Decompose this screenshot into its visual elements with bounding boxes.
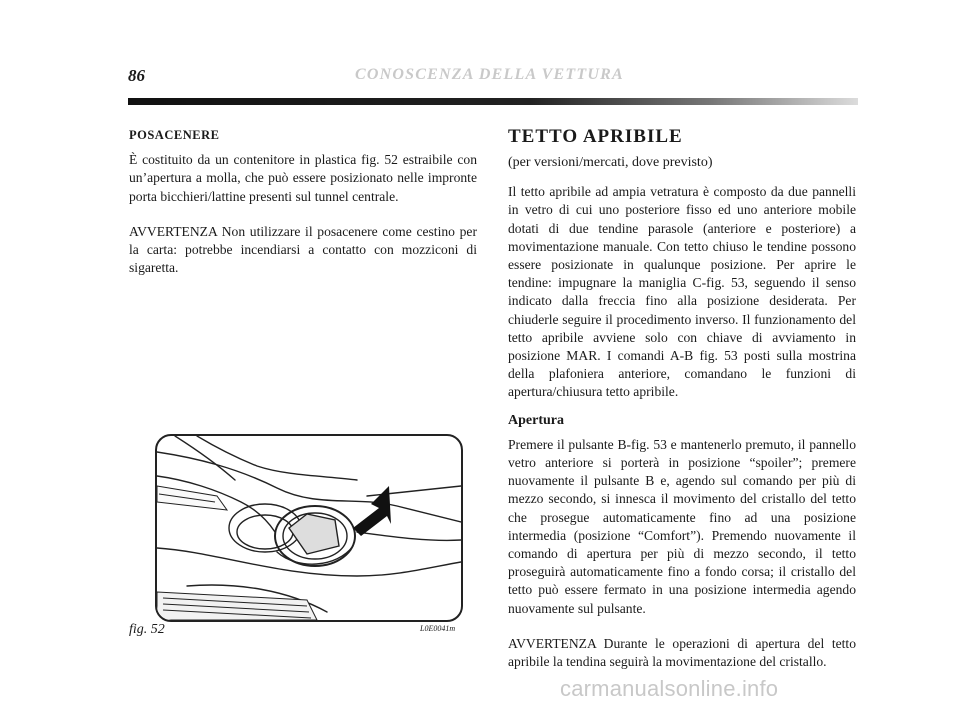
sunroof-subtitle: (per versioni/mercati, dove previsto)	[508, 155, 713, 170]
figure-code: L0E0041m	[420, 624, 456, 633]
ashtray-drawing	[157, 436, 461, 620]
left-column	[129, 126, 477, 277]
right-column	[508, 126, 856, 671]
arrow-icon	[353, 486, 391, 536]
console-edge-upper	[197, 436, 357, 480]
ashtray-warning: AVVERTENZA Non utilizzare il posacenere come cestino per la carta: potrebbe incendiarsi a contatto con mozziconi di sigaretta.	[129, 223, 477, 276]
subheading-apertura: Apertura	[508, 412, 564, 428]
watermark: carmanualsonline.info	[560, 676, 779, 701]
apertura-paragraph: Premere il pulsante B-fig. 53 e mantenerlo premuto, il pannello vetro anteriore si porterà in posizione “spoiler”; premere nuovamente il pulsante B e, agendo sul comando per più di mezzo secondo, si innesca il movimento del cristallo del tetto che prosegue automaticamente fino ad una posizione intermedia (posizione “Comfort”). Premendo nuovamente il comando di apertura per più di mezzo secondo, il tetto proseguirà automaticamente fino a fondo corsa; il cristallo del tetto può essere fermato in una posizione intermedia agendo nuovamente sul pulsante.	[508, 436, 856, 616]
console-edge	[175, 436, 235, 480]
figure-caption: fig. 52	[129, 622, 165, 637]
console-line-right	[357, 532, 461, 540]
section-title-sunroof: TETTO APRIBILE	[508, 126, 683, 147]
header-rule	[128, 98, 858, 105]
running-title: CONOSCENZA DELLA VETTURA	[355, 66, 624, 83]
ashtray-flap	[289, 514, 339, 554]
sunroof-warning: AVVERTENZA Durante le operazioni di apertura del tetto apribile la tendina seguirà la movimentazione del cristallo.	[508, 635, 856, 670]
storage-grille	[157, 592, 317, 620]
figure-ashtray-illustration	[155, 434, 463, 622]
section-heading-ashtray: POSACENERE	[129, 128, 220, 142]
ashtray-paragraph: È costituito da un contenitore in plastica fig. 52 estraibile con un’apertura a molla, che può essere posizionato nelle impronte porta bicchieri/lattine presenti sul tunnel centrale.	[129, 152, 477, 204]
page-number: 86	[128, 66, 145, 85]
sunroof-paragraph: Il tetto apribile ad ampia vetratura è composto da due pannelli in vetro di cui uno posteriore fisso ed uno anteriore mobile dotati di due tendine parasole (anteriore e posteriore) a movimentazione manuale. Con tetto chiuso le tendine possono essere posizionate in qualunque posizione. Per aprire le tendine: impugnare la maniglia C-fig. 53, seguendo il senso indicato dalla freccia fino alla posizione desiderata. Per chiuderle seguire il procedimento inverso. Il funzionamento del tetto apribile avviene solo con chiave di avviamento in posizione MAR. I comandi A-B fig. 53 posti sulla mostrina della plafoniera anteriore, comandano le funzioni di apertura/chiusura tetto apribile.	[508, 184, 856, 400]
